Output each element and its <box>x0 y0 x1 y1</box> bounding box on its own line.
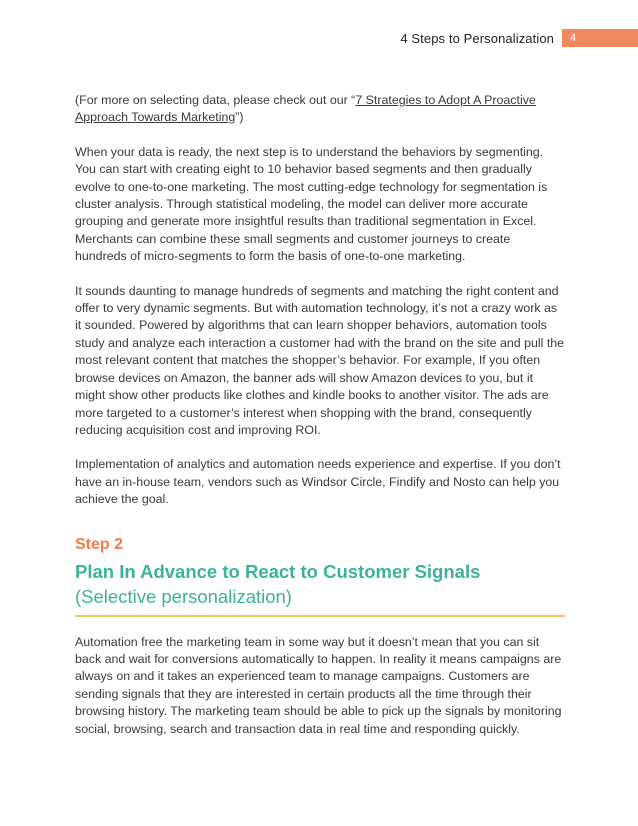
step-label: Step 2 <box>75 535 124 553</box>
page-number-badge: 4 <box>562 29 638 47</box>
body-paragraph-segmenting: When your data is ready, the next step is to understand the behaviors by segmenting. You can start with creating eight to 10 behavior based segments and then gradually evolve to one-to-one marketing. The most cutting-edge technology for segmentation is cluster analysis. Through statistical modeling, the model can deliver more accurate grouping and generate more insightful results than traditional segmentation in Excel. Merchants can combine these small segments and customer journeys to create hundreds of micro-segments to form the basis of one-to-one marketing. <box>75 144 548 264</box>
page-content <box>75 92 565 738</box>
document-title: 4 Steps to Personalization <box>400 30 554 46</box>
intro-paragraph <box>75 92 565 127</box>
body-paragraph-signals: Automation free the marketing team in some way but it doesn’t mean that you can sit back and wait for conversions automatically to happen. In reality it means campaigns are always on and it takes an experienced team to manage campaigns. Customers are sending signals that they are interested in certain products all the time through their browsing history. The marketing team should be able to pick up the signals by monitoring social, browsing, search and transaction data in real time and responding quickly. <box>75 634 562 736</box>
intro-prefix: (For more on selecting data, please check out our “ <box>75 93 356 107</box>
body-paragraph-implementation: Implementation of analytics and automation needs experience and expertise. If you don’t have an in-house team, vendors such as Windsor Circle, Findify and Nosto can help you achieve the goal. <box>75 457 561 507</box>
intro-suffix: ”) <box>235 110 244 125</box>
step-heading <box>75 535 565 617</box>
step-subtitle: (Selective personalization) <box>75 585 292 607</box>
page-header <box>400 29 638 47</box>
body-paragraph-automation: It sounds daunting to manage hundreds of segments and matching the right content and offer to very dynamic segments. But with automation technology, it’s not a crazy work as it sounded. Powered by algorithms that can learn shopper behaviors, automation tools study and analyze each interaction a customer had with the brand on the site and pull the most relevant content that matches the shopper’s behavior. For example, If you often browse devices on Amazon, the banner ads will show Amazon devices to you, but it might show other products like clothes and kindle books to another visitor. The ads are more targeted to a customer’s interest when shopping with the brand, consequently reducing acquisition cost and improving ROI. <box>75 283 565 437</box>
step-title: Plan In Advance to React to Customer Signals <box>75 560 481 582</box>
strategies-link[interactable]: 7 Strategies to Adopt A Proactive Approach Towards Marketing <box>75 93 536 125</box>
section-divider <box>75 615 565 617</box>
